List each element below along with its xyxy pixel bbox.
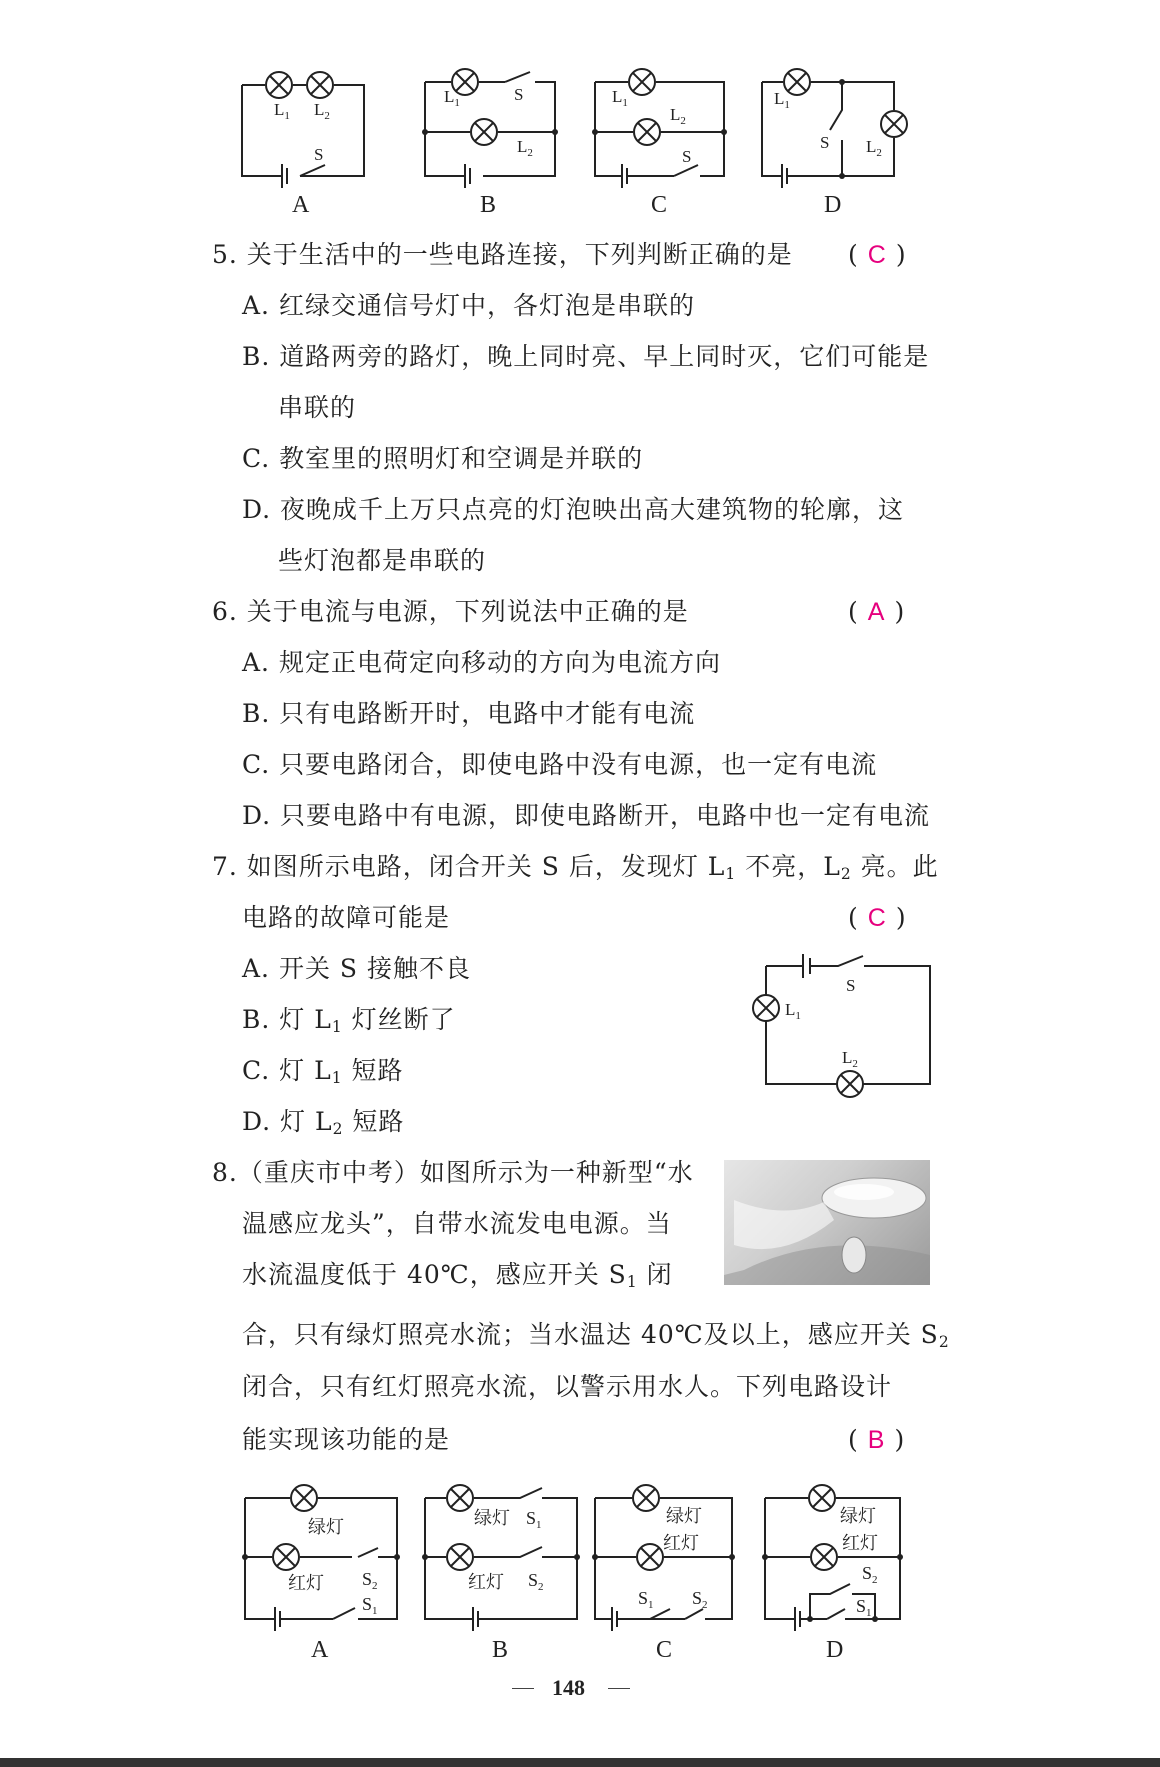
svg-text:S: S: [314, 145, 324, 164]
svg-text:S1: $S_1$: [362, 1594, 378, 1617]
q6-option-c: C. 只要电路闭合，即使电路中没有电源，也一定有电流: [242, 750, 878, 779]
svg-text:L1: $L_1$: [444, 87, 460, 109]
top-caption-c: C: [651, 192, 668, 218]
d-red-label: 红灯: [842, 1533, 878, 1553]
svg-text:S: S: [846, 976, 856, 995]
q7-stem-cont: 电路的故障可能是: [242, 903, 451, 932]
q7-stem: 7. 如图所示电路，闭合开关 S 后，发现灯 $L_1$ 不亮，$L_2$ 亮。此: [212, 852, 939, 883]
q8-answer: ( B ): [848, 1425, 905, 1454]
q5-option-d-cont: 些灯泡都是串联的: [278, 546, 487, 575]
svg-text:S: S: [682, 147, 692, 166]
b-green-label: 绿灯: [474, 1508, 510, 1528]
svg-text:S2: $S_2$: [862, 1563, 878, 1586]
q7-option-b: B. 灯 $L_1$ 灯丝断了: [242, 1005, 456, 1036]
svg-text:L2: $L_2$: [842, 1048, 858, 1070]
page-number: 148: [552, 1675, 585, 1700]
d-green-label: 绿灯: [840, 1506, 876, 1526]
bottom-caption-d: D: [826, 1637, 844, 1663]
q5-answer: ( C ): [848, 240, 906, 269]
q8-line6: 能实现该功能的是: [242, 1425, 451, 1454]
q5-option-d: D. 夜晚成千上万只点亮的灯泡映出高大建筑物的轮廓，这: [242, 495, 905, 524]
q5-option-b: B. 道路两旁的路灯，晚上同时亮、早上同时灭，它们可能是: [242, 342, 930, 371]
svg-text:S2: $S_2$: [528, 1570, 544, 1593]
a-red-label: 红灯: [288, 1573, 324, 1593]
q8-line4: 合，只有绿灯照亮水流；当水温达 40℃及以上，感应开关 $S_2$: [242, 1320, 950, 1351]
svg-text:L2: $L_2$: [517, 137, 533, 159]
q5-option-a: A. 红绿交通信号灯中，各灯泡是串联的: [242, 291, 695, 320]
q5-option-b-cont: 串联的: [278, 393, 357, 422]
bottom-circuit-figures: [230, 1478, 930, 1638]
svg-text:L1: $L_1$: [612, 87, 628, 109]
q6-stem: 6. 关于电流与电源，下列说法中正确的是: [212, 597, 689, 626]
q7-circuit-diagram: [750, 950, 940, 1100]
q8-line1: 8.（重庆市中考）如图所示为一种新型“水: [212, 1158, 694, 1187]
svg-text:S1: $S_1$: [638, 1588, 654, 1611]
q7-option-c: C. 灯 $L_1$ 短路: [242, 1056, 404, 1087]
q7-option-d: D. 灯 $L_2$ 短路: [242, 1107, 405, 1138]
faucet-photo: [724, 1160, 930, 1285]
q6-option-d: D. 只要电路中有电源，即使电路断开，电路中也一定有电流: [242, 801, 931, 830]
svg-text:S1: $S_1$: [856, 1596, 872, 1619]
svg-text:L2: $L_2$: [670, 105, 686, 127]
q6-option-a: A. 规定正电荷定向移动的方向为电流方向: [242, 648, 721, 677]
q8-line5: 闭合，只有红灯照亮水流，以警示用水人。下列电路设计: [242, 1372, 893, 1401]
svg-text:L1: $L_1$: [274, 100, 290, 122]
top-caption-a: A: [292, 192, 310, 218]
top-caption-d: D: [824, 192, 842, 218]
svg-text:L2: $L_2$: [866, 137, 882, 159]
bottom-caption-b: B: [492, 1637, 509, 1663]
svg-text:S1: $S_1$: [526, 1508, 542, 1531]
a-green-label: 绿灯: [308, 1517, 344, 1537]
b-red-label: 红灯: [468, 1572, 504, 1592]
q5-option-c: C. 教室里的照明灯和空调是并联的: [242, 444, 644, 473]
svg-text:S2: $S_2$: [692, 1588, 708, 1611]
svg-text:S: S: [820, 133, 830, 152]
bottom-bar: [0, 1758, 1160, 1767]
bottom-caption-a: A: [311, 1637, 329, 1663]
svg-text:L1: $L_1$: [774, 89, 790, 111]
page-number-rule-right: [608, 1688, 630, 1689]
q5-stem: 5. 关于生活中的一些电路连接，下列判断正确的是: [212, 240, 793, 269]
q6-option-b: B. 只有电路断开时，电路中才能有电流: [242, 699, 696, 728]
q6-answer: ( A ): [848, 597, 905, 626]
c-red-label: 红灯: [663, 1533, 699, 1553]
q8-line2: 温感应龙头”，自带水流发电电源。当: [242, 1209, 672, 1238]
page-number-rule-left: [512, 1688, 534, 1689]
q7-option-a: A. 开关 S 接触不良: [242, 954, 471, 983]
svg-text:L1: $L_1$: [785, 1000, 801, 1022]
q7-answer: ( C ): [848, 903, 906, 932]
c-green-label: 绿灯: [666, 1506, 702, 1526]
bottom-caption-c: C: [656, 1637, 673, 1663]
svg-text:S: S: [514, 85, 524, 104]
top-caption-b: B: [480, 192, 497, 218]
q8-line3: 水流温度低于 40℃，感应开关 $S_1$ 闭: [242, 1260, 673, 1291]
svg-text:S2: $S_2$: [362, 1569, 378, 1592]
svg-text:L2: $L_2$: [314, 100, 330, 122]
